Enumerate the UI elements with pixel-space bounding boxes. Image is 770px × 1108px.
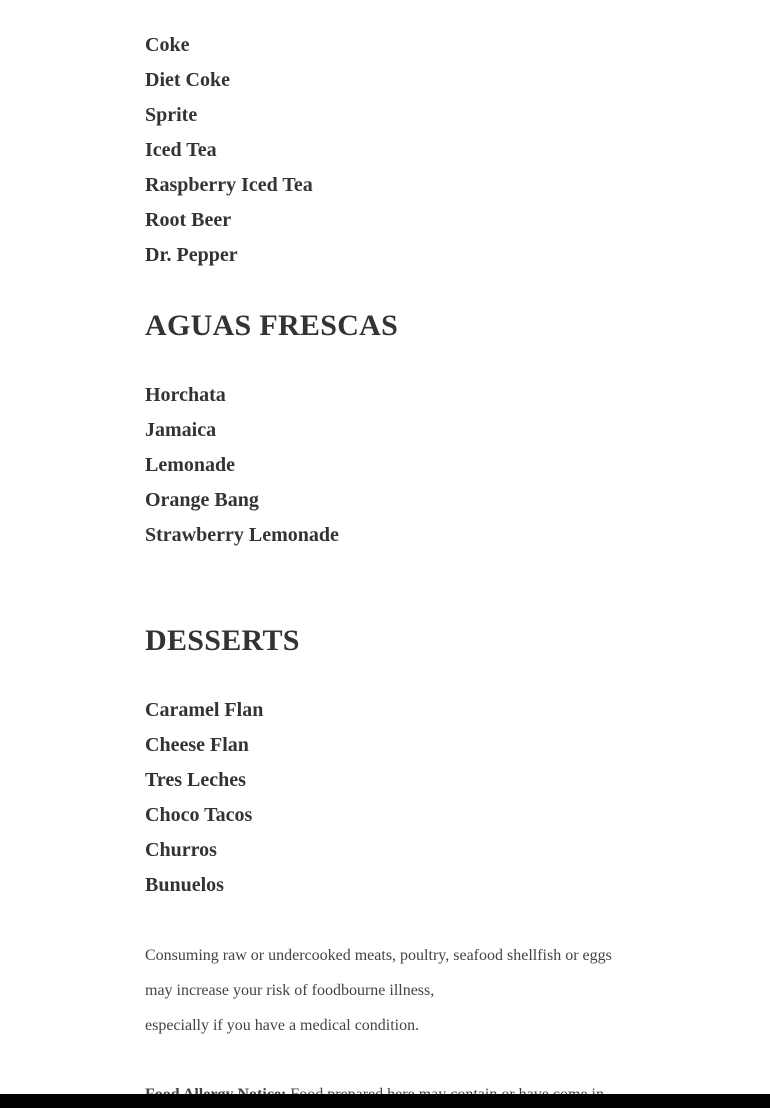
menu-item-tres-leches: Tres Leches	[145, 769, 246, 791]
consumer-advisory-line-3: especially if you have a medical condition.	[145, 1017, 420, 1034]
section-heading-desserts: DESSERTS	[145, 624, 300, 657]
menu-item-raspberry-iced-tea: Raspberry Iced Tea	[145, 174, 313, 196]
bottom-bar	[0, 1094, 770, 1108]
menu-item-horchata: Horchata	[145, 384, 226, 406]
menu-item-iced-tea: Iced Tea	[145, 139, 217, 161]
menu-item-orange-bang: Orange Bang	[145, 489, 259, 511]
menu-item-diet-coke: Diet Coke	[145, 69, 230, 91]
menu-item-bunuelos: Bunuelos	[145, 874, 224, 896]
consumer-advisory-line-2: may increase your risk of foodbourne illness,	[145, 982, 435, 999]
menu-item-dr-pepper: Dr. Pepper	[145, 244, 238, 266]
menu-item-choco-tacos: Choco Tacos	[145, 804, 253, 826]
menu-item-caramel-flan: Caramel Flan	[145, 699, 264, 721]
menu-item-cheese-flan: Cheese Flan	[145, 734, 249, 756]
menu-item-churros: Churros	[145, 839, 217, 861]
menu-item-lemonade: Lemonade	[145, 454, 235, 476]
consumer-advisory-line-1: Consuming raw or undercooked meats, poultry, seafood shellfish or eggs	[145, 947, 612, 964]
menu-item-strawberry-lemonade: Strawberry Lemonade	[145, 524, 339, 546]
menu-item-sprite: Sprite	[145, 104, 198, 126]
menu-item-root-beer: Root Beer	[145, 209, 232, 231]
menu-item-jamaica: Jamaica	[145, 419, 217, 441]
menu-item-coke: Coke	[145, 34, 190, 56]
section-heading-aguas-frescas: AGUAS FRESCAS	[145, 309, 399, 342]
